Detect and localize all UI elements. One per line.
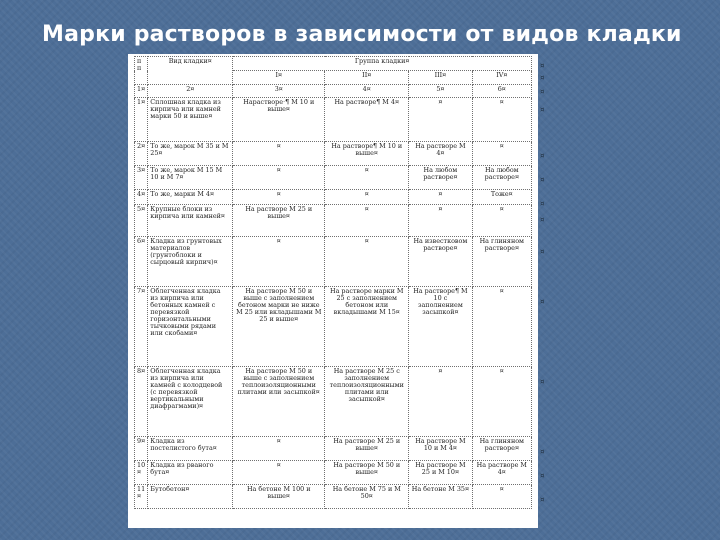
group-3-cell: ¤ <box>409 367 472 437</box>
header-group: Группа кладки¤ <box>233 57 532 71</box>
group-2-cell: На растворе¶ М 10 и выше¤ <box>325 142 409 166</box>
group-1-cell: На растворе М 50 и выше с заполнением теплоизоляционными плитами или засыпкой¤ <box>233 367 325 437</box>
group-4-header: IV¤ <box>472 71 531 85</box>
group-1-cell: На растворе М 50 и выше с заполнением бетоном марки не ниже М 25 или вкладышами М 25 и выше¤ <box>233 287 325 367</box>
paragraph-mark: ¤ <box>540 62 545 70</box>
table-row <box>135 461 532 485</box>
paragraph-mark: ¤ <box>540 74 545 82</box>
group-1-header: I¤ <box>233 71 325 85</box>
paragraph-mark: ¤ <box>540 298 545 306</box>
masonry-kind: Бутобетон¤ <box>148 485 233 509</box>
group-2-cell: На бетоне М 75 и М 50¤ <box>325 485 409 509</box>
group-3-cell: На растворе М 4¤ <box>409 142 472 166</box>
header-kind: Вид кладки¤ <box>148 57 233 85</box>
masonry-kind: Кладка из постелистого бута¤ <box>148 437 233 461</box>
table-row <box>135 237 532 287</box>
masonry-kind: То же, марок М 35 и М 25¤ <box>148 142 233 166</box>
group-3-cell: ¤ <box>409 205 472 237</box>
row-number: 5¤ <box>135 205 148 237</box>
column-number: 5¤ <box>409 85 472 98</box>
paragraph-mark: ¤ <box>540 152 545 160</box>
row-number: 11¤ <box>135 485 148 509</box>
slide-title: Марки растворов в зависимости от видов кладки <box>42 22 682 47</box>
paragraph-mark: ¤ <box>540 176 545 184</box>
group-1-cell: На бетоне М 100 и выше¤ <box>233 485 325 509</box>
group-4-cell: На глиняном растворе¤ <box>472 237 531 287</box>
group-4-cell: Тоже¤ <box>472 190 531 205</box>
group-1-cell: ¤ <box>233 190 325 205</box>
group-4-cell: ¤ <box>472 485 531 509</box>
group-4-cell: ¤ <box>472 142 531 166</box>
paragraph-mark: ¤ <box>540 248 545 256</box>
group-1-cell: Нараствореˑ¶ М 10 и выше¤ <box>233 98 325 142</box>
group-4-cell: ¤ <box>472 98 531 142</box>
group-1-cell: ¤ <box>233 461 325 485</box>
mortar-grade-table <box>134 56 532 509</box>
table-row <box>135 485 532 509</box>
row-number: 1¤ <box>135 98 148 142</box>
row-number: 9¤ <box>135 437 148 461</box>
table-row <box>135 142 532 166</box>
header-row <box>135 57 532 71</box>
group-1-cell: ¤ <box>233 237 325 287</box>
group-3-cell: На растворе М 25 и М 10¤ <box>409 461 472 485</box>
column-number: 4¤ <box>325 85 409 98</box>
table-row <box>135 205 532 237</box>
paragraph-mark: ¤ <box>540 448 545 456</box>
group-4-cell: ¤ <box>472 367 531 437</box>
group-1-cell: ¤ <box>233 166 325 190</box>
group-3-header: III¤ <box>409 71 472 85</box>
row-number: 2¤ <box>135 142 148 166</box>
group-4-cell: ¤ <box>472 287 531 367</box>
masonry-kind: Крупные блоки из кирпича или камней¤ <box>148 205 233 237</box>
table-row <box>135 166 532 190</box>
group-3-cell: На любом растворе¤ <box>409 166 472 190</box>
paragraph-mark: ¤ <box>540 106 545 114</box>
masonry-kind: То же, марки М 4¤ <box>148 190 233 205</box>
group-2-cell: ¤ <box>325 166 409 190</box>
masonry-kind: Кладка из грунтовых материалов (грунтоблоки и сырцовый кирпич)¤ <box>148 237 233 287</box>
group-4-cell: На любом растворе¤ <box>472 166 531 190</box>
group-2-cell: На растворе М 25 и выше¤ <box>325 437 409 461</box>
group-2-cell: ¤ <box>325 190 409 205</box>
row-number: 6¤ <box>135 237 148 287</box>
masonry-kind: Облегченная кладка из кирпича или бетонных камней с перевязкой горизонтальными тычковыми рядами или скобами¤ <box>148 287 233 367</box>
paragraph-mark: ¤ <box>540 472 545 480</box>
column-number: 1¤ <box>135 85 148 98</box>
masonry-kind: Облегченная кладка из кирпича или камней с колодцевой (с перевязкой вертикальными диафрагмами)¤ <box>148 367 233 437</box>
group-4-cell: На глиняном растворе¤ <box>472 437 531 461</box>
group-3-cell: На известковом растворе¤ <box>409 237 472 287</box>
table-row <box>135 190 532 205</box>
column-number: 2¤ <box>148 85 233 98</box>
group-1-cell: ¤ <box>233 142 325 166</box>
row-number: 3¤ <box>135 166 148 190</box>
row-number: 8¤ <box>135 367 148 437</box>
group-3-cell: На растворе М 10 и М 4¤ <box>409 437 472 461</box>
document-sheet <box>128 54 538 528</box>
header-no: пп <box>135 57 148 85</box>
group-2-cell: На растворе¶ М 4¤ <box>325 98 409 142</box>
group-3-cell: На бетоне М 35¤ <box>409 485 472 509</box>
column-number-row <box>135 85 532 98</box>
table-row <box>135 98 532 142</box>
group-2-cell: На растворе М 50 и выше¤ <box>325 461 409 485</box>
table-row <box>135 367 532 437</box>
group-2-cell: На растворе М 25 с заполнением теплоизоляционными плитами или засыпкой¤ <box>325 367 409 437</box>
paragraph-marks-column <box>538 54 552 528</box>
table-row <box>135 287 532 367</box>
group-3-cell: ¤ <box>409 98 472 142</box>
paragraph-mark: ¤ <box>540 378 545 386</box>
paragraph-mark: ¤ <box>540 88 545 96</box>
masonry-kind: Сплошная кладка из кирпича или камней марки 50 и выше¤ <box>148 98 233 142</box>
masonry-kind: То же, марок М 15 М 10 и М 7¤ <box>148 166 233 190</box>
group-4-cell: ¤ <box>472 205 531 237</box>
group-2-cell: ¤ <box>325 205 409 237</box>
paragraph-mark: ¤ <box>540 496 545 504</box>
group-2-header: II¤ <box>325 71 409 85</box>
paragraph-mark: ¤ <box>540 200 545 208</box>
row-number: 4¤ <box>135 190 148 205</box>
row-number: 10¤ <box>135 461 148 485</box>
group-2-cell: На растворе марки М 25 с заполнением бетоном или вкладышами М 15¤ <box>325 287 409 367</box>
group-3-cell: ¤ <box>409 190 472 205</box>
table-row <box>135 437 532 461</box>
group-1-cell: ¤ <box>233 437 325 461</box>
masonry-kind: Кладка из рваного бута¤ <box>148 461 233 485</box>
group-3-cell: На растворе¶ М 10 с заполнением засыпкой¤ <box>409 287 472 367</box>
column-number: 6¤ <box>472 85 531 98</box>
group-2-cell: ¤ <box>325 237 409 287</box>
group-1-cell: На растворе М 25 и выше¤ <box>233 205 325 237</box>
column-number: 3¤ <box>233 85 325 98</box>
paragraph-mark: ¤ <box>540 216 545 224</box>
row-number: 7¤ <box>135 287 148 367</box>
group-4-cell: На растворе М 4¤ <box>472 461 531 485</box>
table-container <box>134 56 532 509</box>
